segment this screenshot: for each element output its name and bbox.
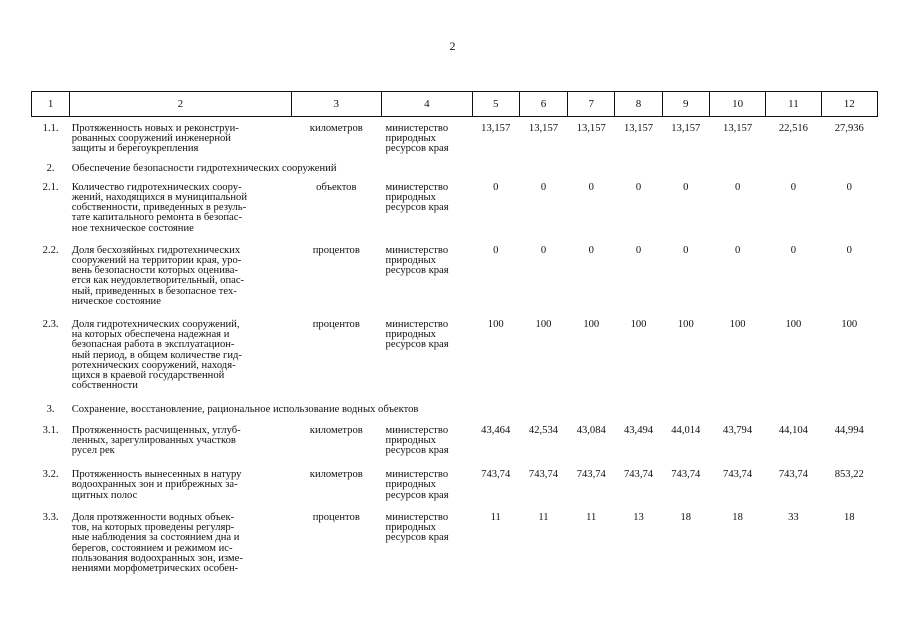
row-number: 1.1. bbox=[42, 123, 59, 134]
indicator-value: 100 bbox=[487, 319, 504, 331]
indicator-name-line: рованных сооружений инженерной bbox=[71, 133, 231, 145]
indicator-name-line: тате капитального ремонта в безопас- bbox=[71, 212, 242, 224]
indicator-name-line: ный, приведенных в безопасное тех- bbox=[71, 285, 237, 297]
table-body bbox=[32, 117, 878, 575]
indicator-value: 0 bbox=[683, 244, 689, 256]
row-number: 2.3. bbox=[42, 319, 59, 331]
indicator-value: 11 bbox=[586, 511, 597, 523]
indicator-value: 743,74 bbox=[528, 469, 559, 481]
indicator-value: 43,464 bbox=[481, 424, 511, 436]
unit-of-measure: километров bbox=[309, 469, 363, 481]
column-number-header-row bbox=[32, 92, 878, 117]
ministry-line: ресурсов края bbox=[385, 265, 449, 277]
table-row bbox=[32, 174, 878, 234]
unit-of-measure: процентов bbox=[312, 511, 360, 523]
indicator-name-line: ленных, зарегулированных участков bbox=[71, 434, 236, 446]
unit-of-measure: процентов bbox=[312, 244, 360, 256]
indicator-name bbox=[70, 416, 291, 457]
unit-of-measure: километров bbox=[309, 424, 363, 436]
indicator-value: 100 bbox=[630, 319, 647, 331]
ministry-line: ресурсов края bbox=[385, 445, 449, 457]
ministry-line: природных bbox=[385, 255, 436, 267]
indicator-value: 100 bbox=[677, 319, 694, 331]
indicator-name-line: жений, находящихся в муниципальной bbox=[71, 192, 248, 204]
page-number: 2 bbox=[449, 39, 456, 53]
indicator-value: 100 bbox=[535, 319, 552, 331]
indicator-value: 743,74 bbox=[778, 469, 808, 481]
indicator-name bbox=[70, 174, 291, 234]
indicator-value: 0 bbox=[734, 244, 741, 256]
column-header: 3 bbox=[291, 92, 382, 117]
indicator-value: 743,74 bbox=[671, 469, 701, 481]
ministry-line: природных bbox=[385, 329, 436, 341]
unit-of-measure: километров bbox=[309, 123, 363, 134]
indicator-value: 743,74 bbox=[576, 469, 606, 481]
indicator-name-line: сооружений на территории края, уро- bbox=[71, 255, 242, 267]
row-number: 2.2. bbox=[42, 244, 59, 256]
indicator-value: 100 bbox=[841, 319, 858, 331]
ministry-line: природных bbox=[385, 192, 436, 204]
indicator-value: 13,157 bbox=[528, 123, 559, 134]
ministry-line: министерство bbox=[385, 319, 449, 331]
row-number: 2.1. bbox=[42, 181, 59, 193]
column-header: 10 bbox=[709, 92, 765, 117]
table-row bbox=[32, 117, 878, 155]
indicator-value: 27,936 bbox=[834, 123, 864, 134]
indicator-value: 0 bbox=[683, 181, 689, 193]
column-header: 2 bbox=[70, 92, 291, 117]
indicator-value: 13,157 bbox=[623, 123, 654, 134]
indicator-value: 18 bbox=[843, 511, 855, 523]
indicator-value: 42,534 bbox=[528, 424, 559, 436]
column-header: 6 bbox=[519, 92, 567, 117]
responsible-ministry bbox=[382, 117, 473, 155]
indicator-value: 13,157 bbox=[481, 123, 511, 134]
indicator-value: 0 bbox=[635, 244, 642, 256]
indicator-name-line: щитных полос bbox=[71, 489, 138, 501]
indicator-name-line: ное техническое состояние bbox=[71, 222, 194, 234]
indicator-value: 100 bbox=[729, 319, 746, 331]
table-row bbox=[32, 456, 878, 501]
ministry-line: министерство bbox=[385, 123, 449, 134]
indicator-name bbox=[70, 234, 291, 307]
section-row bbox=[32, 391, 878, 415]
indicator-name-line: собственности bbox=[71, 380, 138, 392]
indicator-value: 18 bbox=[680, 511, 692, 523]
ministry-line: ресурсов края bbox=[385, 339, 449, 351]
indicator-value: 0 bbox=[540, 181, 547, 193]
indicator-value: 0 bbox=[588, 244, 594, 256]
indicator-value: 743,74 bbox=[723, 469, 753, 481]
indicator-name-line: Доля гидротехнических сооружений, bbox=[71, 319, 240, 331]
indicator-value: 0 bbox=[540, 244, 547, 256]
indicator-name bbox=[70, 501, 291, 574]
indicator-value: 13,157 bbox=[723, 123, 753, 134]
ministry-line: природных bbox=[385, 522, 436, 534]
column-header: 1 bbox=[32, 92, 70, 117]
indicator-value: 18 bbox=[732, 511, 743, 523]
indicator-name-line: тов, на которых проведены регуляр- bbox=[71, 522, 235, 534]
indicator-value: 853,22 bbox=[834, 469, 864, 481]
table-row bbox=[32, 501, 878, 574]
indicator-name-line: Протяженность вынесенных в натуру bbox=[71, 469, 242, 481]
row-number: 3.1. bbox=[42, 424, 59, 436]
section-number: 3. bbox=[46, 404, 55, 416]
unit-of-measure: процентов bbox=[312, 319, 360, 331]
indicator-name-line: Доля протяженности водных объек- bbox=[71, 511, 235, 523]
ministry-line: природных bbox=[385, 479, 436, 491]
table-row bbox=[32, 416, 878, 457]
indicator-value: 743,74 bbox=[481, 469, 511, 481]
section-number: 2. bbox=[46, 162, 55, 174]
indicator-value: 0 bbox=[846, 181, 852, 193]
indicator-value: 743,74 bbox=[623, 469, 654, 481]
ministry-line: министерство bbox=[385, 469, 449, 481]
indicator-value: 0 bbox=[635, 181, 642, 193]
table-row bbox=[32, 307, 878, 391]
indicator-name-line: нениями морфометрических особен- bbox=[71, 562, 239, 574]
indicator-value: 13,157 bbox=[576, 123, 606, 134]
indicator-name-line: ническое состояние bbox=[71, 295, 161, 307]
column-header: 7 bbox=[568, 92, 615, 117]
column-header: 11 bbox=[766, 92, 821, 117]
indicator-value: 44,104 bbox=[778, 424, 808, 436]
indicator-value: 43,084 bbox=[576, 424, 606, 436]
indicator-name-line: водоохранных зон и прибрежных за- bbox=[71, 479, 238, 491]
ministry-line: ресурсов края bbox=[385, 143, 449, 155]
indicator-name-line: собственности, приведенных в резуль- bbox=[71, 202, 247, 214]
responsible-ministry bbox=[382, 174, 473, 234]
ministry-line: министерство bbox=[385, 424, 449, 436]
section-row bbox=[32, 155, 878, 174]
section-title: Обеспечение безопасности гидротехнических сооружений bbox=[71, 162, 337, 174]
responsible-ministry bbox=[382, 234, 473, 307]
indicator-name-line: пользования водоохранных зон, изме- bbox=[71, 552, 243, 564]
indicator-value: 100 bbox=[583, 319, 600, 331]
row-number: 3.3. bbox=[42, 511, 59, 523]
indicator-value: 0 bbox=[588, 181, 594, 193]
indicator-name-line: Протяженность новых и реконструи- bbox=[71, 123, 239, 134]
indicator-value: 0 bbox=[846, 244, 852, 256]
column-header: 4 bbox=[382, 92, 473, 117]
indicator-name-line: ется как неудовлетворительный, опас- bbox=[71, 275, 245, 287]
indicator-value: 44,994 bbox=[834, 424, 864, 436]
column-header: 5 bbox=[472, 92, 519, 117]
ministry-line: ресурсов края bbox=[385, 202, 449, 214]
column-header: 8 bbox=[615, 92, 662, 117]
section-title: Сохранение, восстановление, рациональное использование водных объектов bbox=[71, 404, 419, 416]
unit-of-measure: объектов bbox=[316, 181, 357, 193]
column-header: 9 bbox=[662, 92, 709, 117]
indicator-value: 13 bbox=[633, 511, 644, 523]
indicator-name-line: Количество гидротехнических соору- bbox=[71, 181, 242, 193]
indicator-name-line: на которых обеспечена надежная и bbox=[71, 329, 230, 341]
indicator-value: 22,516 bbox=[778, 123, 808, 134]
indicator-name-line: вень безопасности которых оценива- bbox=[71, 265, 238, 277]
ministry-line: ресурсов края bbox=[385, 489, 449, 501]
indicator-value: 100 bbox=[785, 319, 802, 331]
responsible-ministry bbox=[382, 501, 473, 574]
indicator-value: 0 bbox=[734, 181, 741, 193]
ministry-line: министерство bbox=[385, 244, 449, 256]
indicator-value: 13,157 bbox=[671, 123, 701, 134]
indicator-name-line: безопасная работа в эксплуатацион- bbox=[71, 339, 235, 351]
indicator-name-line: ный период, в общем количестве гид- bbox=[71, 349, 242, 361]
indicator-name-line: берегов, состоянием и режимом ис- bbox=[71, 542, 233, 554]
responsible-ministry bbox=[382, 416, 473, 457]
indicator-name bbox=[70, 307, 291, 391]
indicator-name-line: ные наблюдения за состоянием дна и bbox=[71, 532, 240, 544]
indicator-value: 43,494 bbox=[623, 424, 654, 436]
indicator-value: 33 bbox=[788, 511, 799, 523]
column-header: 12 bbox=[821, 92, 877, 117]
indicator-value: 44,014 bbox=[671, 424, 701, 436]
indicators-table bbox=[31, 91, 878, 574]
ministry-line: министерство bbox=[385, 181, 449, 193]
indicator-value: 0 bbox=[790, 244, 797, 256]
indicator-name bbox=[70, 117, 291, 155]
ministry-line: природных bbox=[385, 133, 436, 145]
indicator-name-line: щихся в краевой государственной bbox=[71, 370, 225, 382]
ministry-line: ресурсов края bbox=[385, 532, 449, 544]
indicator-value: 11 bbox=[490, 511, 501, 523]
row-number: 3.2. bbox=[42, 469, 59, 481]
indicator-value: 43,794 bbox=[723, 424, 753, 436]
indicator-value: 0 bbox=[493, 181, 499, 193]
responsible-ministry bbox=[382, 307, 473, 391]
indicator-name-line: ротехнических сооружений, находя- bbox=[71, 359, 236, 371]
indicator-value: 0 bbox=[790, 181, 797, 193]
ministry-line: министерство bbox=[385, 511, 449, 523]
responsible-ministry bbox=[382, 456, 473, 501]
table-row bbox=[32, 234, 878, 307]
indicator-value: 0 bbox=[493, 244, 499, 256]
indicator-name-line: Протяженность расчищенных, углуб- bbox=[71, 424, 241, 436]
indicator-name bbox=[70, 456, 291, 501]
ministry-line: природных bbox=[385, 434, 436, 446]
indicator-name-line: Доля бесхозяйных гидротехнических bbox=[71, 244, 241, 256]
indicator-value: 11 bbox=[538, 511, 549, 523]
indicator-name-line: русел рек bbox=[71, 445, 115, 457]
indicator-name-line: защиты и берегоукрепления bbox=[71, 143, 199, 155]
